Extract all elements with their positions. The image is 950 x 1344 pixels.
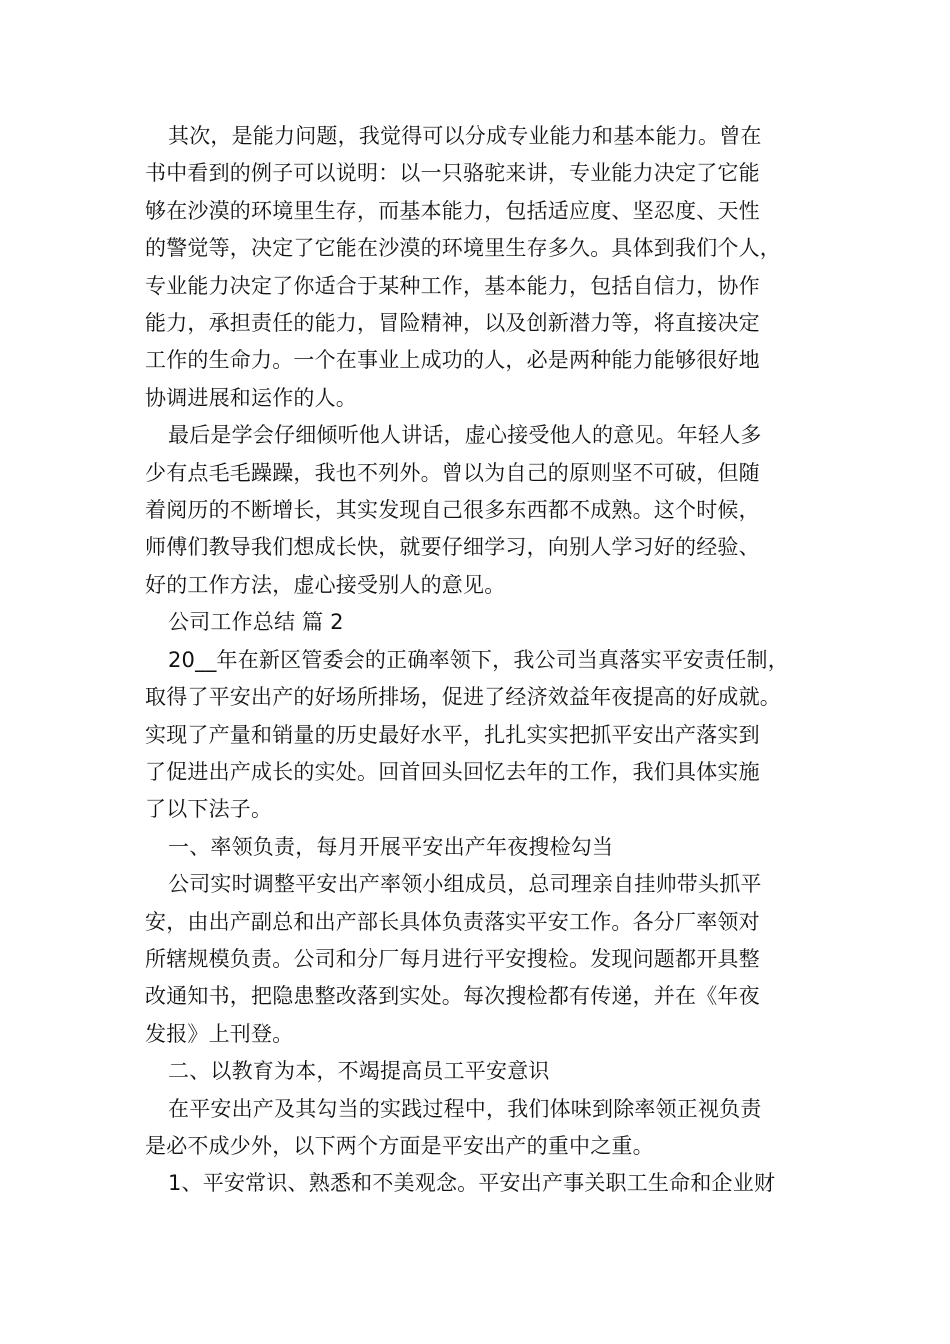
text-line: 工作的生命力。一个在事业上成功的人，必是两种能力能够很好地 — [145, 348, 760, 373]
text-line: 发报》上刊登。 — [145, 1021, 294, 1046]
text-line: 书中看到的例子可以说明：以一只骆驼来讲，专业能力决定了它能 — [145, 161, 760, 186]
subheading-one: 一、率领负责，每月开展平安出产年夜搜检勾当 — [168, 834, 614, 859]
paragraph-item-one — [145, 1165, 835, 1202]
text-line: 够在沙漠的环境里生存，而基本能力，包括适应度、坚忍度、天性 — [145, 198, 760, 223]
subheading-two: 二、以教育为本，不竭提高员工平安意识 — [168, 1059, 550, 1084]
text-line: 1、平安常识、熟悉和不美观念。平安出产事关职工生命和企业财 — [168, 1171, 776, 1196]
text-line: 改通知书，把隐患整改落到实处。每次搜检都有传递，并在《年夜 — [145, 984, 760, 1009]
text-line: 了促进出产成长的实处。回首回头回忆去年的工作，我们具体实施 — [145, 759, 760, 784]
section-title: 公司工作总结 篇 2 — [168, 610, 344, 635]
text-line: 安，由出产副总和出产部长具体负责落实平安工作。各分厂率领对 — [145, 909, 760, 934]
text-line: 所辖规模负责。公司和分厂每月进行平安搜检。发现问题都开具整 — [145, 946, 760, 971]
paragraph-practice — [145, 1091, 835, 1166]
text-line: 其次，是能力问题，我觉得可以分成专业能力和基本能力。曾在 — [168, 124, 762, 148]
text-line: 着阅历的不断增长，其实发现自己很多东西都不成熟。这个时候， — [145, 498, 760, 523]
text-line: 20__年在新区管委会的正确率领下，我公司当真落实平安责任制， — [168, 647, 789, 672]
text-line: 是必不成少外，以下两个方面是平安出产的重中之重。 — [145, 1133, 654, 1158]
text-line: 师傅们教导我们想成长快，就要仔细学习，向别人学习好的经验、 — [145, 535, 760, 560]
paragraph-intro — [145, 642, 835, 829]
text-line: 协调进展和运作的人。 — [145, 385, 357, 410]
text-line: 少有点毛毛躁躁，我也不列外。曾以为自己的原则坚不可破，但随 — [145, 460, 760, 485]
text-line: 公司实时调整平安出产率领小组成员，总司理亲自挂帅带头抓平 — [168, 872, 762, 897]
paragraph-listening — [145, 417, 835, 604]
text-line: 最后是学会仔细倾听他人讲话，虚心接受他人的意见。年轻人多 — [168, 423, 762, 448]
text-line: 能力，承担责任的能力，冒险精神，以及创新潜力等，将直接决定 — [145, 311, 760, 336]
paragraph-ability — [145, 118, 835, 417]
text-line: 实现了产量和销量的历史最好水平，扎扎实实把抓平安出产落实到 — [145, 722, 760, 747]
text-line: 的警觉等，决定了它能在沙漠的环境里生存多久。具体到我们个人， — [145, 236, 781, 261]
text-line: 了以下法子。 — [145, 797, 273, 822]
text-line: 取得了平安出产的好场所排场，促进了经济效益年夜提高的好成就。 — [145, 685, 781, 710]
document-body — [145, 118, 835, 1203]
text-line: 在平安出产及其勾当的实践过程中，我们体味到除率领正视负责 — [168, 1096, 762, 1121]
paragraph-leadership — [145, 866, 835, 1053]
text-line: 专业能力决定了你适合于某种工作，基本能力，包括自信力，协作 — [145, 273, 760, 298]
text-line: 好的工作方法，虚心接受别人的意见。 — [145, 572, 506, 597]
